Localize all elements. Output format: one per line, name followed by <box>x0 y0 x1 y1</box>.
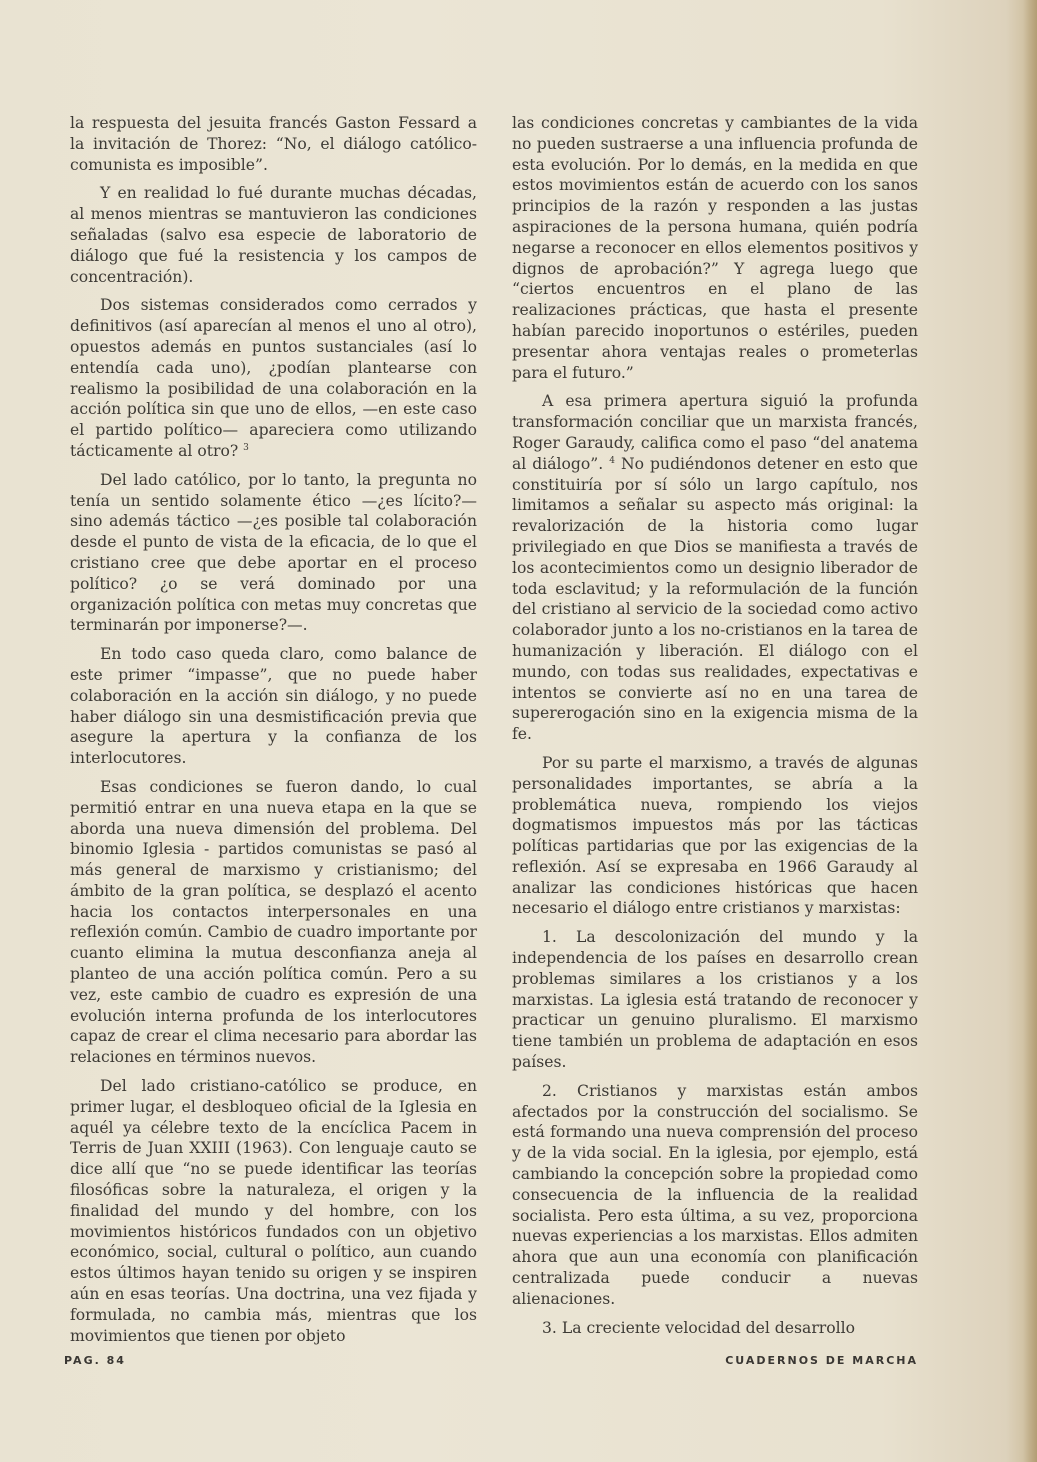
list-item: 2. Cristianos y marxistas están ambos afectados por la construcción del socialismo. Se está formando una nueva comprensión del proceso y de la vida social. En la iglesia, por ejemplo, está cambiando la concepción sobre la propiedad como consecuencia de la influencia de la realidad socialista. Pero esta última, a su vez, proporciona nuevas experiencias a los marxistas. Ellos admiten ahora que aun una economía con planificación centralizada puede conducir a nuevas alienaciones. <box>512 1081 918 1308</box>
paragraph-with-footnote <box>512 391 918 745</box>
paragraph: Y en realidad lo fué durante muchas décadas, al menos mientras se mantuvieron las condiciones señaladas (salvo esa especie de laboratorio de diálogo que fué la resistencia y los campos de concentración). <box>70 184 477 286</box>
paragraph: Del lado cristiano-católico se produce, en primer lugar, el desbloqueo oficial de la Iglesia en aquél ya célebre texto de la encíclica Pacem in Terris de Juan XXIII (1963). Con lenguaje cauto se dice allí que “no se puede identificar las teorías filosóficas sobre la naturaleza, el origen y la finalidad del mundo y del hombre, con los movimientos históricos fundados con un objetivo económico, social, cultural o político, aun cuando estos últimos hayan tenido su origen y se inspiren aún en esas teorías. Una doctrina, una vez fijada y formulada, no cambia más, mientras que los movimientos que tienen por objeto <box>70 1077 477 1345</box>
page-number: PAG. 84 <box>64 1354 126 1367</box>
footnote-mark: 4 <box>609 455 615 466</box>
paragraph: la respuesta del jesuita francés Gaston Fessard a la invitación de Thorez: “No, el diálogo católico-comunista es imposible”. <box>70 114 477 174</box>
paragraph: En todo caso queda claro, como balance de este primer “impasse”, que no puede haber colaboración en la acción sin diálogo, y no puede haber diálogo sin una desmistificación previa que asegure la apertura y la confianza de los interlocutores. <box>70 645 477 768</box>
paragraph-text: Dos sistemas considerados como cerrados y definitivos (así aparecían al menos el uno al otro), opuestos además en puntos sustanciales (así lo entendía cada uno), ¿podían plantearse con realismo la posibilidad de una colaboración en la acción política sin que uno de ellos, —en este caso el partido político— apareciera como utilizando tácticamente al otro? <box>70 296 477 460</box>
paragraph: Esas condiciones se fueron dando, lo cual permitió entrar en una nueva etapa en la que se aborda una nueva dimensión del problema. Del binomio Iglesia - partidos comunistas se pasó al más general de marxismo y cristianismo; del ámbito de la gran política, se desplazó el acento hacia los contactos interpersonales en una reflexión común. Cambio de cuadro importante por cuanto elimina la mutua desconfianza aneja al planteo de una acción política común. Pero a su vez, este cambio de cuadro es expresión de una evolución interna profunda de los interlocutores capaz de crear el clima necesario para abordar las relaciones en términos nuevos. <box>70 777 477 1067</box>
list-item: 3. La creciente velocidad del desarrollo <box>542 1318 855 1337</box>
paragraph: Por su parte el marxismo, a través de algunas personalidades importantes, se abría a la problemática nueva, rompiendo los viejos dogmatismos impuestos más por las tácticas políticas partidarias que por las exigencias de la reflexión. Así se expresaba en 1966 Garaudy al analizar las condiciones históricas que hacen necesario el diálogo entre cristianos y marxistas: <box>512 753 918 918</box>
paragraph-with-footnote <box>70 295 477 461</box>
paragraph: las condiciones concretas y cambiantes de la vida no pueden sustraerse a una influencia profunda de esta evolución. Por lo demás, en la medida en que estos movimientos están de acuerdo con los sanos principios de la razón y responden a las justas aspiraciones de la persona humana, quién podría negarse a reconocer en ellos elementos positivos y dignos de aprobación?” Y agrega luego que “ciertos encuentros en el plano de las realizaciones prácticas, que hasta el presente habían parecido inoportunos o estériles, pueden presentar ahora ventajas reales o prometerlas para el futuro.” <box>512 114 918 382</box>
paragraph: Del lado católico, por lo tanto, la pregunta no tenía un sentido solamente ético —¿es lícito?— sino además táctico —¿es posible tal colaboración desde el punto de vista de la eficacia, de lo que el cristiano cree que debe aportar en el proceso político? ¿o se verá dominado por una organización política con metas muy concretas que terminarán por imponerse?—. <box>70 470 477 635</box>
footnote-mark: 3 <box>243 442 249 453</box>
list-item: 1. La descolonización del mundo y la independencia de los países en desarrollo crean problemas similares a los cristianos y a los marxistas. La iglesia está tratando de reconocer y practicar un genuino pluralismo. El marxismo tiene también un problema de adaptación en esos países. <box>512 928 918 1072</box>
paragraph-text: A esa primera apertura siguió la profunda transformación conciliar que un marxista francés, Roger Garaudy, califica como el paso “del anatema al diálogo”. <box>512 392 918 473</box>
publication-name: CUADERNOS DE MARCHA <box>725 1354 918 1367</box>
left-column <box>70 113 477 1354</box>
right-column <box>512 113 918 1346</box>
paragraph-text: No pudiéndonos detener en esto que constituiría por sí sólo un largo capítulo, nos limitamos a señalar su aspecto más original: la revalorización de la historia como lugar privilegiado en que Dios se manifiesta a través de los acontecimientos como un designio liberador de toda esclavitud; y la reformulación de la función del cristiano al servicio de la sociedad como activo colaborador junto a los no-cristianos en la tarea de humanización y liberación. El diálogo con el mundo, con todas sus realidades, expectativas e intentos se convierte así no en una tarea de supererogación sino en la exigencia misma de la fe. <box>512 454 918 744</box>
page-edge-shadow <box>1023 0 1037 1462</box>
